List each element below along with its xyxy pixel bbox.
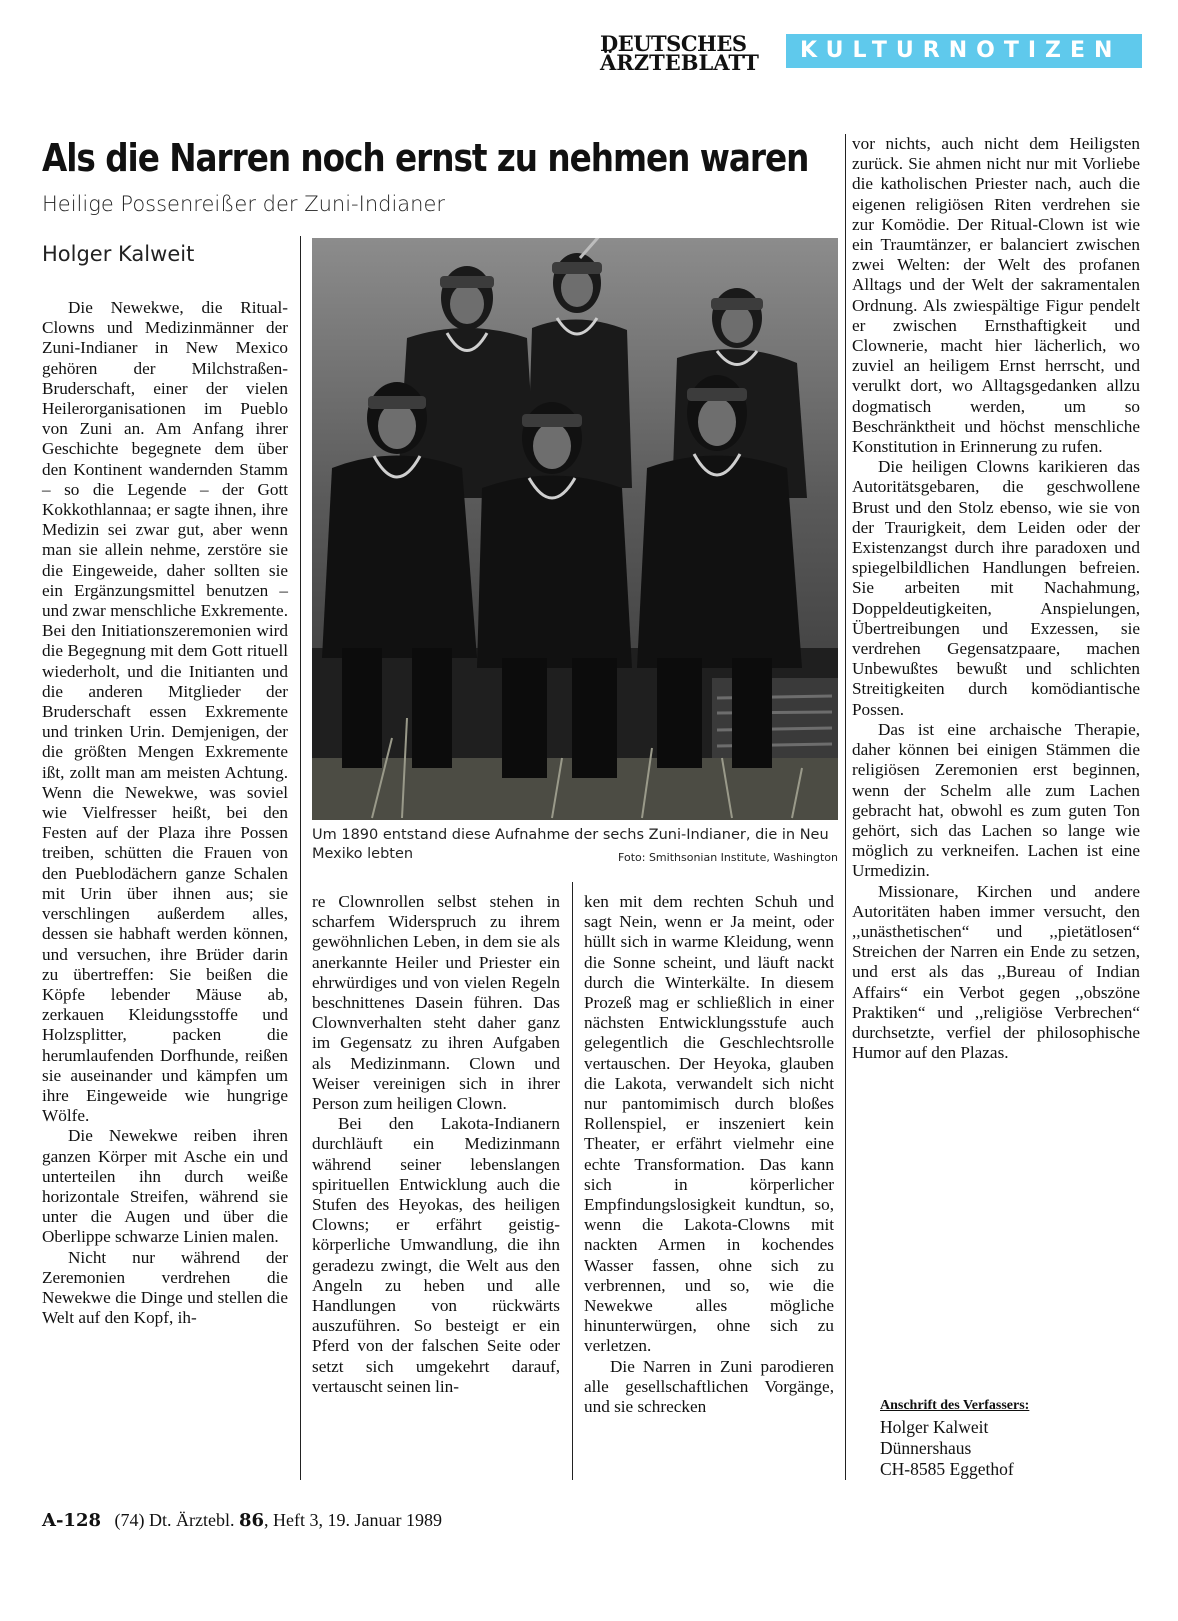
paragraph: ken mit dem rechten Schuh und sagt Nein, wenn er Ja meint, oder hüllt sich in warme Kleidung, wenn die Sonne scheint, und läuft nackt durch die Winterkälte. In diesem Prozeß mag er schließlich in einer nächsten Entwicklungsstufe auch gelegentlich die Geschlechtsrolle vertauschen. Der Heyoka, glauben die Lakota, verwandelt sich nicht nur pantomimisch durch bloßes Rollenspiel, er inszeniert kein Theater, er erfährt vielmehr eine echte Transformation. Das kann sich in körperlicher Empfindungslosigkeit kundtun, so, wenn die Lakota-Clowns mit nackten Armen in kochendes Wasser fassen, ohne sich zu verbrennen, und so, wie die Newekwe alles mögliche hinunterwürgen, ohne sich zu verletzen.: [584, 892, 834, 1356]
brand-line2: ÄRZTEBLATT: [600, 50, 759, 75]
address-label: Anschrift des Verfassers:: [880, 1398, 1030, 1413]
paragraph: re Clownrollen selbst stehen in scharfem Widerspruch zu ihrem gewöhnlichen Leben, in dem sie als anerkannte Heiler und Priester ein ehrwürdiges und von vielen Regeln beschnittenes Dasein führen. Das Clownverhalten steht daher ganz im Gegensatz zu ihren Aufgaben als Medizinmann. Clown und Weiser vereinigen sich in ihrer Person zum heiligen Clown.: [312, 892, 560, 1114]
headline: Als die Narren noch ernst zu nehmen waren: [42, 136, 809, 180]
author: Holger Kalweit: [42, 242, 195, 266]
column-4: [852, 134, 1140, 1063]
author-address: [880, 1417, 1014, 1480]
address-street: Dünnershaus: [880, 1438, 972, 1458]
brand-logo: [600, 31, 775, 75]
paragraph: Die Newekwe reiben ihren ganzen Körper mit Asche ein und unterteilen ihn durch weiße horizontale Streifen, während sie unter die Augen und über die Oberlippe schwarze Linien malen.: [42, 1126, 288, 1247]
paragraph: Das ist eine archaische Therapie, daher können bei einigen Stämmen die religiösen Zeremonien erst beginnen, wenn der Schelm alle zum Lachen gebracht hat, obwohl es zum guten Ton gehört, sich das Lachen so lange wie möglich zu verkneifen. Lachen ist eine Urmedizin.: [852, 719, 1140, 881]
caption-text: Um 1890 entstand diese Aufnahme der sechs Zuni-Indianer, die in Neu Mexiko lebten: [312, 827, 829, 862]
footer-volume: 86: [238, 1510, 265, 1531]
paragraph: Missionare, Kirchen und andere Autoritäten haben immer versucht, den ,,unästhetischen“ und ,,pietätlosen“ Streichen der Narren ein Ende zu setzen, und erst als das ,,Bureau of Indian Affairs“ ein Verbot gegen ,,obszöne Praktiken“ und ,,religiöse Verbrechen“ durchsetzte, verfiel der philosophische Humor auf den Plazas.: [852, 881, 1140, 1063]
photo-zuni-group: [312, 238, 838, 820]
paragraph: vor nichts, auch nicht dem Heiligsten zurück. Sie ahmen nicht nur mit Vorliebe die katholischen Priester nach, auch die eigenen religiösen Riten verdrehen sie zur Komödie. Der Ritual-Clown ist wie ein Traumtänzer, er balanciert zwischen zwei Welten: der Welt des profanen Alltags und der Welt der sakramentalen Ordnung. Als zwiespältige Figur pendelt er zwischen Ernsthaftigkeit und Clownerie, macht hier lächerlich, wo zuviel an heiligem Ernst herrscht, und verulkt dort, wo Alltagsgedanken allzu dogmatisch werden, um so Beschränktheit und höchst menschliche Konstitution in Erinnerung zu rufen.: [852, 134, 1140, 457]
page-number: A-128: [42, 1510, 102, 1531]
subheadline: Heilige Possenreißer der Zuni-Indianer: [42, 192, 446, 216]
address-name: Holger Kalweit: [880, 1417, 989, 1437]
footer-issue: , Heft 3, 19. Januar 1989: [264, 1510, 443, 1530]
paragraph: Die Newekwe, die Ritual-Clowns und Medizinmänner der Zuni-Indianer in New Mexico gehören der Milchstraßen-Bruderschaft, einer der vielen Heilerorganisationen im Pueblo von Zuni an. Am Anfang ihrer Geschichte begegnete dem über den Kontinent wandernden Stamm – so die Legende – der Gott Kokkothlannaa; er sagte ihnen, ihre Medizin sei zwar gut, aber wenn man sie allein nehme, zerstöre sie die Eingeweide, daher sollten sie ein Ergänzungsmittel benutzen – und zwar menschliche Exkremente. Bei den Initiationszeremonien wird die Begegnung mit dem Gott rituell wiederholt, und die Initianten und die anderen Mitglieder der Bruderschaft essen Exkremente und trinken Urin. Demjenigen, der die größten Mengen Exkremente ißt, zollt man am meisten Achtung. Wenn die Newekwe, was soviel wie Vielfresser heißt, bei den Festen auf der Plaza ihre Possen treiben, schütten die Frauen von den Pueblodächern ganze Schalen mit Urin über ihnen aus; sie verschlingen außerdem alles, dessen sie habhaft werden können, und versuchen, ihre Brüder darin zu übertreffen: Sie beißen die Köpfe lebender Mäuse ab, zerkauen Kleidungsstoffe und Holzsplitter, packen die herumlaufenden Dorfhunde, reißen sie auseinander und kämpfen um ihre Eingeweide wie hungrige Wölfe.: [42, 298, 288, 1126]
section-badge: KULTURNOTIZEN: [786, 34, 1142, 68]
column-2: [312, 892, 560, 1397]
paragraph: Bei den Lakota-Indianern durchläuft ein Medizinmann während seiner lebenslangen spirituellen Entwicklung auch die Stufen des Heyokas, des heiligen Clowns; er erfährt geistig-körperliche Umwandlung, die ihn geradezu zwingt, die Welt aus den Angeln zu heben und alle Handlungen von rückwärts auszuführen. So besteigt er ein Pferd von der falschen Seite oder setzt sich umgekehrt darauf, vertauscht seinen lin-: [312, 1114, 560, 1396]
column-rule: [845, 134, 846, 1480]
column-rule: [572, 882, 573, 1480]
column-rule: [300, 236, 301, 1480]
paragraph: Die heiligen Clowns karikieren das Autoritätsgebaren, die geschwollene Brust und den Stolz ebenso, wie sie von der Traurigkeit, dem Leiden oder der Existenzangst durch ihre paradoxen und spiegelbildlichen Handlungen befreien. Sie arbeiten mit Nachahmung, Doppeldeutigkeiten, Anspielungen, Übertreibungen und Exzessen, sie verdrehen Gegensatzpaare, machen Unbewußtes bewußt und schlichten Streitigkeiten durch komödiantische Possen.: [852, 457, 1140, 719]
column-1: [42, 298, 288, 1328]
photo-credit: Foto: Smithsonian Institute, Washington: [618, 851, 838, 864]
paragraph: Nicht nur während der Zeremonien verdrehen die Newekwe die Dinge und stellen die Welt auf den Kopf, ih-: [42, 1247, 288, 1328]
footer-citation: (74) Dt. Ärztebl.: [114, 1510, 235, 1530]
photo-caption: [312, 826, 838, 867]
page-footer: [42, 1510, 442, 1531]
paragraph: Die Narren in Zuni parodieren alle gesellschaftlichen Vorgänge, und sie schrecken: [584, 1356, 834, 1417]
brand-line1: DEUTSCHES: [600, 31, 747, 56]
address-city: CH-8585 Eggethof: [880, 1459, 1014, 1479]
column-3: [584, 892, 834, 1417]
